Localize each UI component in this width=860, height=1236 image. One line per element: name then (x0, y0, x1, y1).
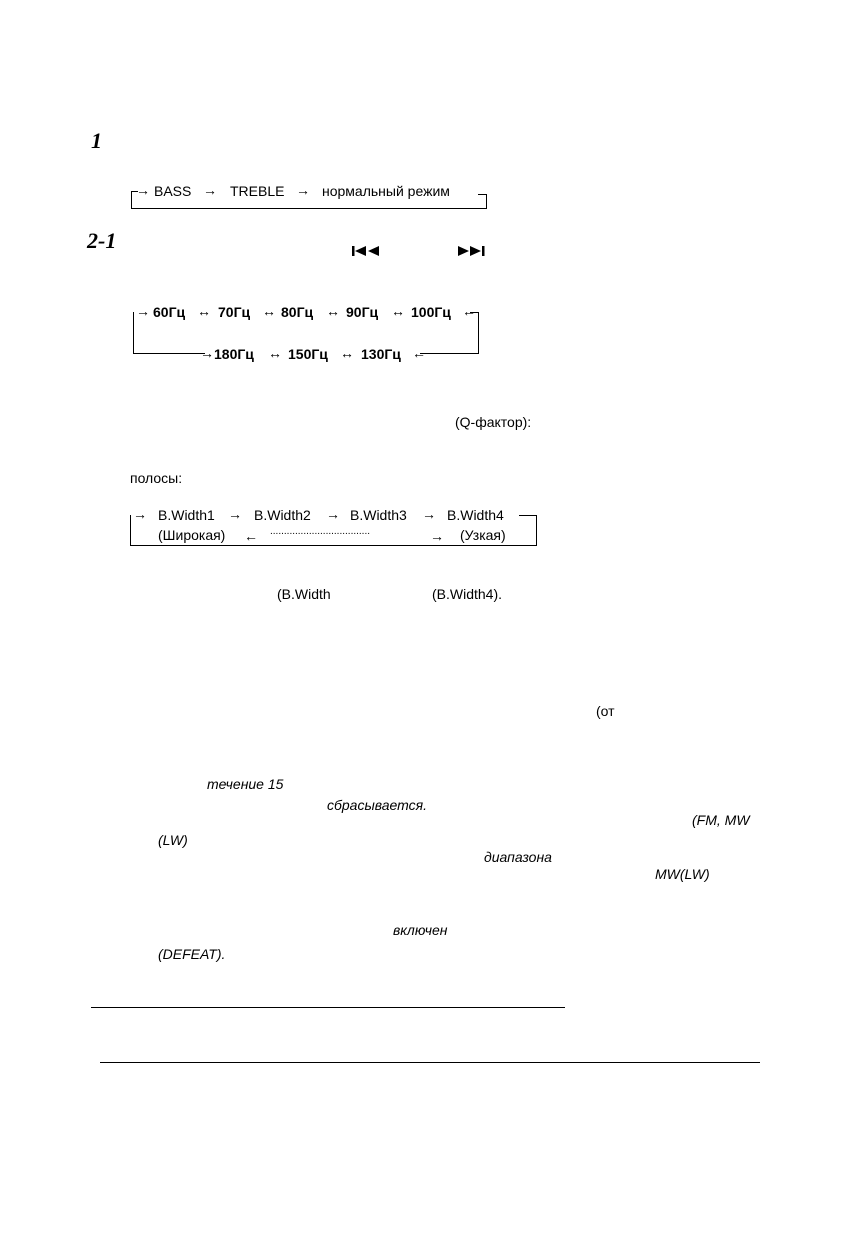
bw-bottom-line (130, 545, 537, 546)
freq-sep: ↔ (340, 345, 354, 361)
freq-right-bottom-line (420, 353, 479, 354)
bw-arrow: → (326, 506, 340, 522)
cycle-right-tick (478, 194, 487, 195)
freq-100: 100Гц (411, 304, 451, 320)
freq-arrow: ← (462, 303, 476, 319)
freq-150: 150Гц (288, 346, 328, 362)
freq-arrow: → (136, 303, 150, 319)
freq-sep: ↔ (262, 303, 276, 319)
track-forward-icon (457, 244, 487, 262)
freq-60: 60Гц (153, 304, 186, 320)
freq-80: 80Гц (281, 304, 314, 320)
step-number-1: 1 (91, 128, 102, 153)
bw-width4: B.Width4 (447, 507, 504, 523)
bw-dots: .................................... (270, 526, 371, 537)
freq-sep: ↔ (197, 303, 211, 319)
fragment-fm-mw: (FM, MW (692, 812, 750, 828)
bw-right-bracket (536, 515, 537, 546)
cycle-arrow: → (136, 182, 150, 198)
cycle-arrow: → (203, 182, 217, 198)
freq-180: 180Гц (214, 346, 254, 362)
mode-normal: нормальный режим (322, 183, 450, 199)
bw-left-bracket (130, 515, 131, 546)
freq-arrow: → (200, 345, 214, 361)
bw-note-a: (B.Width (277, 586, 331, 602)
bw-note-b: (B.Width4). (432, 586, 503, 602)
from-label: (от (596, 703, 615, 719)
freq-sep: ↔ (391, 303, 405, 319)
cycle-bottom-line (131, 208, 487, 209)
mode-treble: TREBLE (230, 183, 285, 199)
cycle-left-bracket (131, 191, 132, 209)
freq-90: 90Гц (346, 304, 379, 320)
divider-line (91, 1007, 565, 1008)
bw-narrow-label: (Узкая) (460, 527, 506, 543)
fragment-vklyuchen: включен (393, 922, 448, 938)
bw-wide-label: (Широкая) (158, 527, 226, 543)
bw-right-tick (519, 515, 537, 516)
freq-left-bottom-line (133, 353, 205, 354)
bw-arrow: → (422, 506, 436, 522)
divider-line (100, 1062, 760, 1063)
freq-arrow: ← (412, 345, 426, 361)
bw-arrow: → (133, 506, 147, 522)
fragment-defeat: (DEFEAT). (158, 946, 226, 962)
fragment-lw: (LW) (158, 832, 188, 848)
fragment-mw-lw: MW(LW) (655, 866, 710, 882)
cycle-arrow: → (296, 182, 310, 198)
bw-width2: B.Width2 (254, 507, 311, 523)
bw-left-arrow: ← (244, 528, 258, 544)
track-back-icon (352, 244, 382, 262)
fragment-techenie: течение 15 (207, 776, 284, 792)
bands-label: полосы: (130, 470, 183, 486)
freq-right-bracket (478, 312, 479, 354)
cycle-right-bracket (486, 194, 487, 209)
freq-left-bracket (133, 312, 134, 354)
fragment-diapazona: диапазона (484, 849, 552, 865)
mode-bass: BASS (154, 183, 192, 199)
freq-sep: ↔ (326, 303, 340, 319)
bw-arrow: → (228, 506, 242, 522)
q-factor-label: (Q-фактор): (455, 414, 532, 430)
bw-right-arrow: → (430, 528, 444, 544)
freq-130: 130Гц (361, 346, 401, 362)
freq-70: 70Гц (218, 304, 251, 320)
bw-width3: B.Width3 (350, 507, 407, 523)
bw-width1: B.Width1 (158, 507, 215, 523)
fragment-sbrasyvaetsya: сбрасывается. (327, 797, 428, 813)
step-number-2-1: 2-1 (87, 228, 117, 253)
freq-sep: ↔ (268, 345, 282, 361)
